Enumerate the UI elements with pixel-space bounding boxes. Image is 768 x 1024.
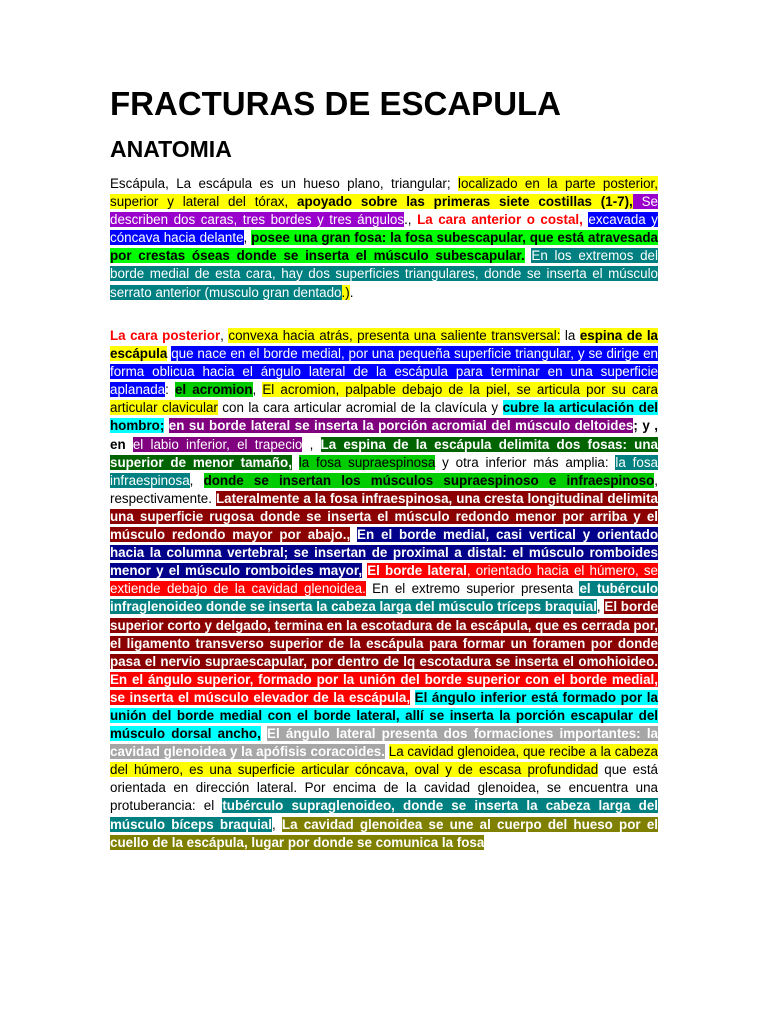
text-run: , orientado hacia el húmero, se extiende debajo de la cavidad glenoidea. (110, 563, 658, 597)
text-run: que está orientada en dirección lateral. Por encima de la cavidad glenoidea, se encuentra una protuberancia: el (110, 762, 658, 814)
text-run: excavada y cóncava hacia delante (110, 212, 658, 246)
text-run: con la cara articular acromial de la clavícula y (217, 400, 503, 416)
text-run: el labio inferior, el trapecio (132, 436, 303, 452)
text-run: Escápula, La escápula es un hueso plano, triangular; (110, 176, 458, 191)
text-run: El acromion, palpable debajo de la piel, se articula por su cara articular clavicular (110, 382, 658, 416)
text-run: ., (404, 212, 418, 228)
text-run: en su borde lateral se inserta la porción acromial del músculo deltoides (168, 418, 634, 434)
text-run (126, 437, 133, 452)
text-run: donde se insertan los músculos supraespinoso e infraespinoso (203, 472, 655, 488)
text-run: La cara anterior o costal, (417, 212, 583, 228)
text-run: , (271, 816, 282, 832)
text-run: convexa hacia atrás, presenta una saliente transversal: (228, 328, 561, 343)
text-run: Lateralmente a la fosa infraespinosa, una cresta longitudinal delimita una superficie rugosa donde se inserta el músculo redondo menor por arriba y el músculo redondo mayor por abajo., (110, 490, 658, 543)
text-run: posee una gran fosa: la fosa subescapular, que está atravesada por crestas óseas donde se inserta el músculo subescapular. (110, 230, 658, 264)
text-run: y otra inferior más amplia: (435, 454, 616, 470)
text-run: En los extremos del borde medial de esta cara, hay dos superficies triangulares, donde se inserta el músculo serrato anterior (musculo gran dentado (110, 248, 658, 300)
text-run: El ángulo inferior está formado por la unión del borde medial con el borde lateral, allí se inserta la porción escapular del músculo dorsal ancho, (110, 689, 658, 742)
text-run: En el ángulo superior, formado por la unión del borde superior con el borde medial, se inserta el músculo elevador de la escápula, (110, 671, 658, 705)
text-run: espina de la escápula (110, 328, 658, 362)
text-run: ; y , en (110, 418, 658, 452)
text-run: En el borde medial, casi vertical y orientado hacia la columna vertebral; se insertan de proximal a distal: el músculo romboides menor y el músculo romboides mayor, (110, 527, 658, 579)
paragraph-posterior-face (110, 327, 658, 852)
text-run: el acromion (174, 382, 253, 398)
text-run: apoyado sobre las primeras siete costillas (1-7), (297, 194, 633, 210)
text-run (410, 690, 415, 705)
text-run: El ángulo lateral presenta dos formaciones importantes: la cavidad glenoidea y la apófisis coracoides. (110, 726, 659, 760)
text-run: La cavidad glenoidea se une al cuerpo del hueso por el cuello de la escápula, lugar por donde se comunica la fosa (110, 816, 658, 850)
text-run: , (189, 472, 204, 488)
text-run: localizado en la parte posterior, superior y lateral del tórax, (110, 176, 658, 210)
paragraph-anterior-face (110, 175, 658, 302)
text-run: , (302, 436, 321, 452)
text-run: . (349, 284, 354, 300)
text-run: Se describen dos caras, tres bordes y tres ángulos (110, 194, 658, 228)
text-run: , respectivamente. (110, 472, 658, 506)
text-run: el tubérculo infraglenoideo donde se inserta la cabeza larga del músculo tríceps braquial (110, 581, 658, 615)
text-run: que nace en el borde medial, por una pequeña superficie triangular, y se dirige en forma oblicua hacia el ángulo lateral de la escápula para terminar en una superficie aplanada (110, 346, 658, 398)
text-run: La espina de la escápula delimita dos fosas: una superior de menor tamaño, (110, 436, 658, 470)
text-run: , (220, 328, 229, 343)
document-title: FRACTURAS DE ESCAPULA (110, 85, 562, 122)
text-run: la fosa infraespinosa (110, 454, 658, 488)
text-run: cubre la articulación del hombro; (110, 400, 658, 434)
text-run: , (252, 382, 263, 398)
text-run: : (165, 382, 175, 398)
text-run: El borde lateral (367, 563, 467, 579)
text-run: La cara posterior (110, 328, 221, 343)
text-run: La cavidad glenoidea, que recibe a la cabeza del húmero, es una superficie articular cóncava, oval y de escasa profundidad (110, 744, 658, 778)
section-heading: ANATOMIA (110, 136, 232, 162)
text-run: , (243, 230, 252, 246)
text-run (292, 455, 299, 470)
text-run: En el extremo superior presenta (365, 581, 580, 597)
text-run: la fosa supraespinosa (298, 454, 436, 470)
text-run: la (560, 328, 580, 343)
text-run: El borde superior corto y delgado, termina en la escotadura de la escápula, que es cerrada por, el ligamento transverso superior de la escápula para formar un foramen por donde pasa el nervio supraescapular, por dentro de lq escotadura se inserta el omohioideo. (110, 599, 658, 669)
text-run: , (596, 599, 605, 615)
text-run: .) (341, 284, 350, 300)
text-run: tubérculo supraglenoideo, donde se inserta la cabeza larga del músculo bíceps braquial (110, 798, 658, 832)
